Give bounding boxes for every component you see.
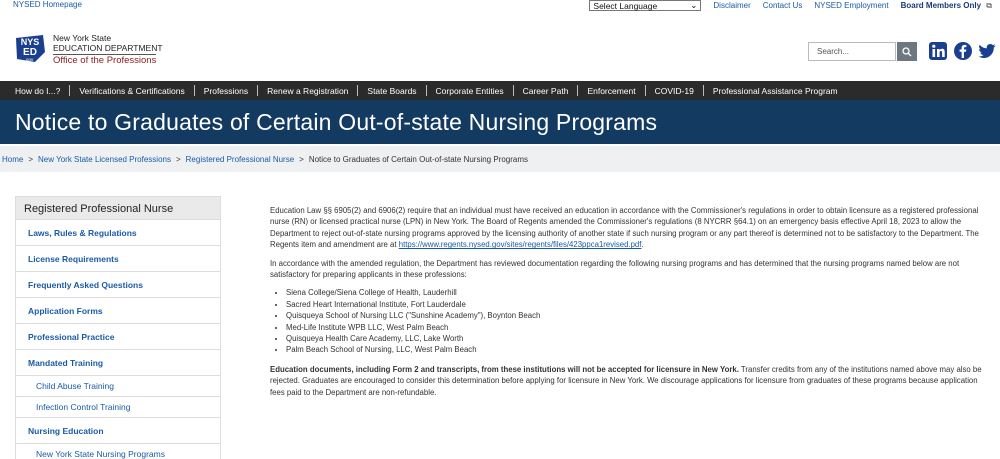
list-item: • Quisqueya School of Nursing LLC ("Sunshine Academy"), Boynton Beach — [286, 310, 988, 321]
breadcrumb-registered-nurse[interactable]: Registered Professional Nurse — [185, 154, 295, 164]
main-content — [270, 205, 988, 405]
title-band — [0, 100, 1000, 144]
linkedin-icon[interactable] — [928, 41, 948, 61]
nav-divider — [357, 85, 358, 96]
sidebar-item-laws-rules[interactable]: Laws, Rules & Regulations — [15, 220, 221, 246]
search-icon — [902, 47, 912, 57]
nav-enforcement[interactable]: Enforcement — [587, 85, 636, 96]
nav-career-path[interactable]: Career Path — [522, 85, 569, 96]
breadcrumb-separator: > — [175, 154, 181, 164]
list-item: • Med-Life Institute WPB LLC, West Palm Beach — [286, 322, 988, 333]
nav-divider — [577, 85, 578, 96]
nav-corporate-entities[interactable]: Corporate Entities — [435, 85, 504, 96]
nav-divider — [426, 85, 427, 96]
external-link-icon: ⧉ — [986, 0, 992, 10]
nav-state-boards[interactable]: State Boards — [367, 85, 417, 96]
contact-us-link[interactable]: Contact Us — [762, 1, 803, 10]
sidebar-item-nys-nursing-programs[interactable]: New York State Nursing Programs — [15, 444, 221, 459]
list-item: • Quisqueya Health Care Academy, LLC, Lake Worth — [286, 333, 988, 344]
chevron-down-icon: ⌄ — [690, 0, 698, 10]
sidebar-item-nursing-education[interactable]: Nursing Education — [15, 418, 221, 444]
sidebar-item-application-forms[interactable]: Application Forms — [15, 298, 221, 324]
language-select[interactable] — [589, 0, 701, 11]
intro-text: Education Law §§ 6905(2) and 6906(2) require that an individual must have received an education in accordance with the Commissioner's regulations in order to obtain licensure as a registered professional nurse (RN) or licensed practical nurse (LPN) in New York. The Board of Regents amended the Commissioner's regulations (8 NYCRR §64.1) on an emergency basis effective April 18, 2023 to allow the Department to reject out-of-state nursing programs approved by the licensing authority of another state if such nursing program or any part thereof is determined not to be satisfactory to the Department. The Regents item and amendment are at — [270, 206, 979, 250]
nav-verifications[interactable]: Verifications & Certifications — [79, 85, 185, 96]
nav-covid-19[interactable]: COVID-19 — [654, 85, 694, 96]
employment-link[interactable]: NYSED Employment — [814, 1, 889, 10]
nav-divider — [69, 85, 70, 96]
nysed-homepage-link[interactable]: NYSED Homepage — [13, 0, 82, 9]
office-name: Office of the Professions — [53, 55, 157, 66]
sidebar-item-infection-control[interactable]: Infection Control Training — [15, 397, 221, 418]
sidebar — [15, 196, 221, 459]
regents-item-link[interactable]: https://www.regents.nysed.gov/sites/regents/files/423ppca1revised.pdf — [398, 240, 642, 250]
search-input[interactable]: Search... — [808, 42, 896, 61]
utility-bar — [0, 0, 1000, 11]
nav-how-do-i[interactable]: How do I...? — [15, 85, 61, 96]
agency-line2: EDUCATION DEPARTMENT — [53, 43, 163, 53]
list-item: • Siena College/Siena College of Health, Lauderhill — [286, 287, 988, 298]
warning-text: Transfer credits from any of the institutions named above may also be rejected. Graduates are encouraged to consider this determination before applying for licensure in New York. We discourage applications for licensure from graduates of these programs because application fees paid to the Department are non-refundable. — [270, 364, 982, 397]
page-title: Notice to Graduates of Certain Out-of-state Nursing Programs — [15, 109, 658, 135]
logo-text-ed: ED — [23, 47, 37, 58]
breadcrumb-current: Notice to Graduates of Certain Out-of-state Nursing Programs — [308, 154, 529, 164]
program-list — [286, 287, 988, 355]
logo-text-nys: NYS — [20, 37, 40, 47]
nav-divider — [645, 85, 646, 96]
search-button[interactable] — [897, 42, 917, 61]
disclaimer-link[interactable]: Disclaimer — [713, 1, 751, 10]
sidebar-item-professional-practice[interactable]: Professional Practice — [15, 324, 221, 350]
intro-paragraph — [270, 205, 988, 251]
intro-end: . — [641, 240, 644, 250]
warning-bold-text: Education documents, including Form 2 and transcripts, from these institutions will not be accepted for licensure in New York. — [270, 364, 739, 374]
board-members-label: Board Members Only — [900, 0, 982, 10]
determination-paragraph: In accordance with the amended regulation, the Department has reviewed documentation regarding the following nursing programs and has determined that the nursing programs named below are not satisfactory for preparing applicants in these professions: — [270, 258, 960, 280]
sidebar-heading[interactable]: Registered Professional Nurse — [15, 196, 221, 220]
nav-divider — [194, 85, 195, 96]
breadcrumb-separator: > — [299, 154, 304, 164]
agency-line1: New York State — [53, 33, 112, 43]
breadcrumb-separator: > — [28, 154, 34, 164]
list-item: • Palm Beach School of Nursing, LLC, West Palm Beach — [286, 344, 988, 355]
nav-divider — [703, 85, 704, 96]
nav-professional-assistance[interactable]: Professional Assistance Program — [712, 85, 838, 96]
list-item: • Sacred Heart International Institute, Fort Lauderdale — [286, 299, 988, 310]
sidebar-item-child-abuse-training[interactable]: Child Abuse Training — [15, 376, 221, 397]
language-select-value: Select Language — [593, 0, 658, 11]
facebook-icon[interactable] — [953, 41, 973, 61]
board-members-link[interactable] — [901, 1, 992, 11]
agency-name[interactable] — [53, 33, 163, 66]
nav-renew-registration[interactable]: Renew a Registration — [267, 85, 349, 96]
nysed-logo[interactable] — [13, 32, 47, 64]
logo-text-gov: .gov — [24, 57, 34, 62]
nav-divider — [513, 85, 514, 96]
sidebar-item-faq[interactable]: Frequently Asked Questions — [15, 272, 221, 298]
main-nav — [0, 81, 1000, 100]
breadcrumb-licensed-professions[interactable]: New York State Licensed Professions — [38, 154, 171, 164]
breadcrumb — [0, 146, 1000, 172]
nav-professions[interactable]: Professions — [203, 85, 249, 96]
warning-paragraph — [270, 364, 988, 398]
breadcrumb-home[interactable]: Home — [2, 154, 24, 164]
sidebar-item-mandated-training[interactable]: Mandated Training — [15, 350, 221, 376]
sidebar-item-license-requirements[interactable]: License Requirements — [15, 246, 221, 272]
twitter-icon[interactable] — [977, 41, 997, 61]
nav-divider — [257, 85, 258, 96]
